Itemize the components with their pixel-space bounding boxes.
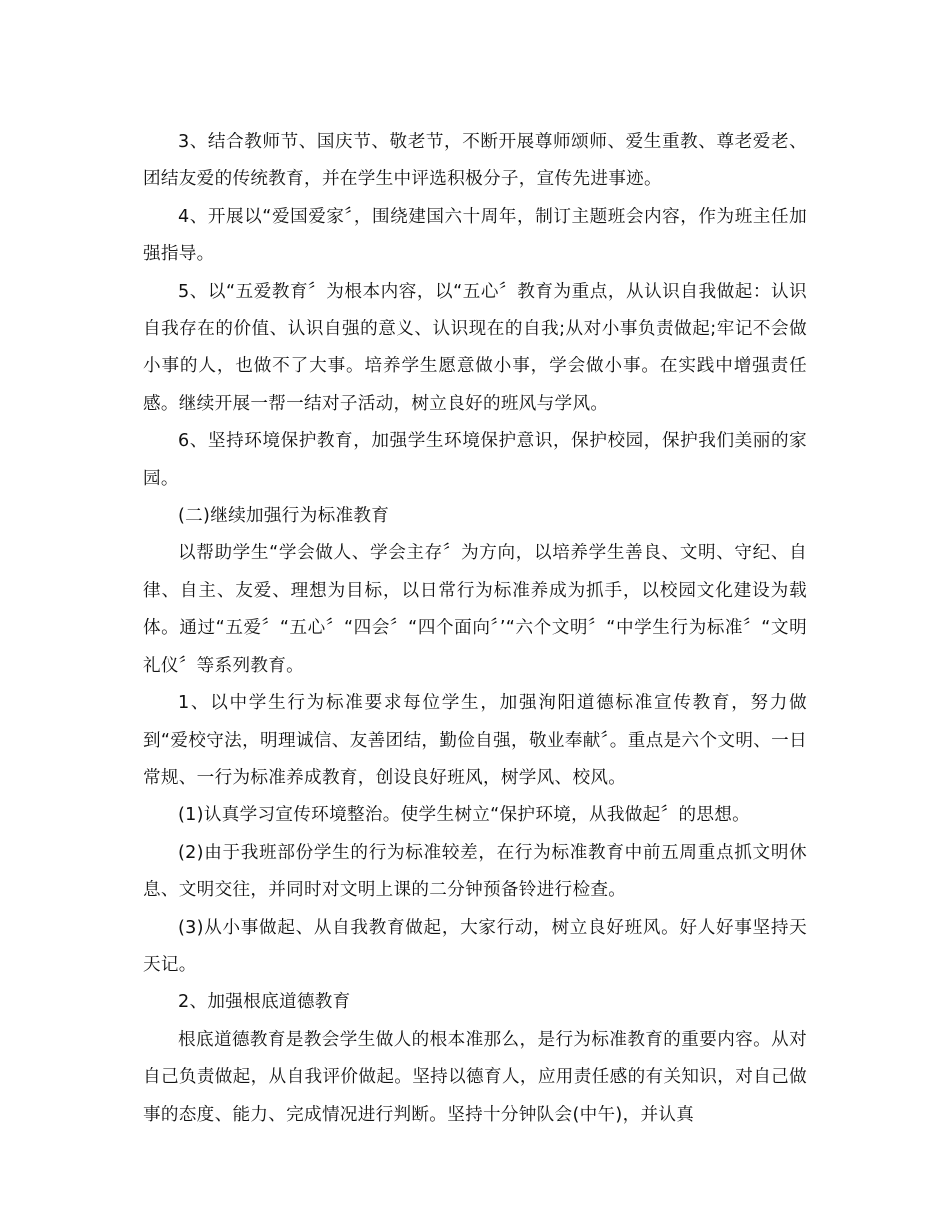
paragraph: 6、坚持环境保护教育，加强学生环境保护意识，保护校园，保护我们美丽的家园。 (143, 431, 807, 489)
section-heading: (二)继续加强行为标准教育 (178, 506, 390, 527)
paragraph: (2)由于我班部份学生的行为标准较差，在行为标准教育中前五周重点抓文明休息、文明交往，并同时对文明上课的二分钟预备铃进行检查。 (143, 842, 807, 901)
paragraph: 4、开展以“爱国爱家〞，围绕建国六十周年，制订主题班会内容，作为班主任加强指导。 (143, 206, 807, 265)
paragraph: 1、以中学生行为标准要求每位学生，加强洵阳道德标准宣传教育，努力做到“爱校守法，明理诚信、友善团结，勤俭自强，敬业奉献〞。重点是六个文明、一日常规、一行为标准养成教育，创设良好班风，树学风、校风。 (143, 693, 807, 788)
document-body (143, 124, 807, 1134)
section-heading: 2、加强根底道德教育 (178, 992, 351, 1013)
paragraph: (3)从小事做起、从自我教育做起，大家行动，树立良好班风。好人好事坚持天天记。 (143, 917, 807, 975)
paragraph: (1)认真学习宣传环境整治。使学生树立“保护环境，从我做起〞的思想。 (178, 805, 751, 826)
paragraph: 以帮助学生“学会做人、学会主存〞为方向，以培养学生善良、文明、守纪、自律、自主、友爱、理想为目标，以日常行为标准养成为抓手，以校园文化建设为载体。通过“五爱〞“五心〞“四会〞“四个面向〞’“六个文明〞“中学生行为标准〞“文明礼仪〞等系列教育。 (143, 543, 807, 676)
paragraph: 根底道德教育是教会学生做人的根本准那么，是行为标准教育的重要内容。从对自己负责做起，从自我评价做起。坚持以德育人，应用责任感的有关知识，对自己做事的态度、能力、完成情况进行判断。坚持十分钟队会(中午)，并认真 (143, 1029, 807, 1125)
paragraph: 5、以“五爱教育〞为根本内容，以“五心〞教育为重点，从认识自我做起：认识自我存在的价值、认识自强的意义、认识现在的自我;从对小事负责做起;牢记不会做小事的人，也做不了大事。培养学生愿意做小事，学会做小事。在实践中增强责任感。继续开展一帮一结对子活动，树立良好的班风与学风。 (143, 281, 807, 414)
paragraph: 3、结合教师节、国庆节、敬老节，不断开展尊师颂师、爱生重教、尊老爱老、团结友爱的传统教育，并在学生中评选积极分子，宣传先进事迹。 (143, 132, 807, 190)
